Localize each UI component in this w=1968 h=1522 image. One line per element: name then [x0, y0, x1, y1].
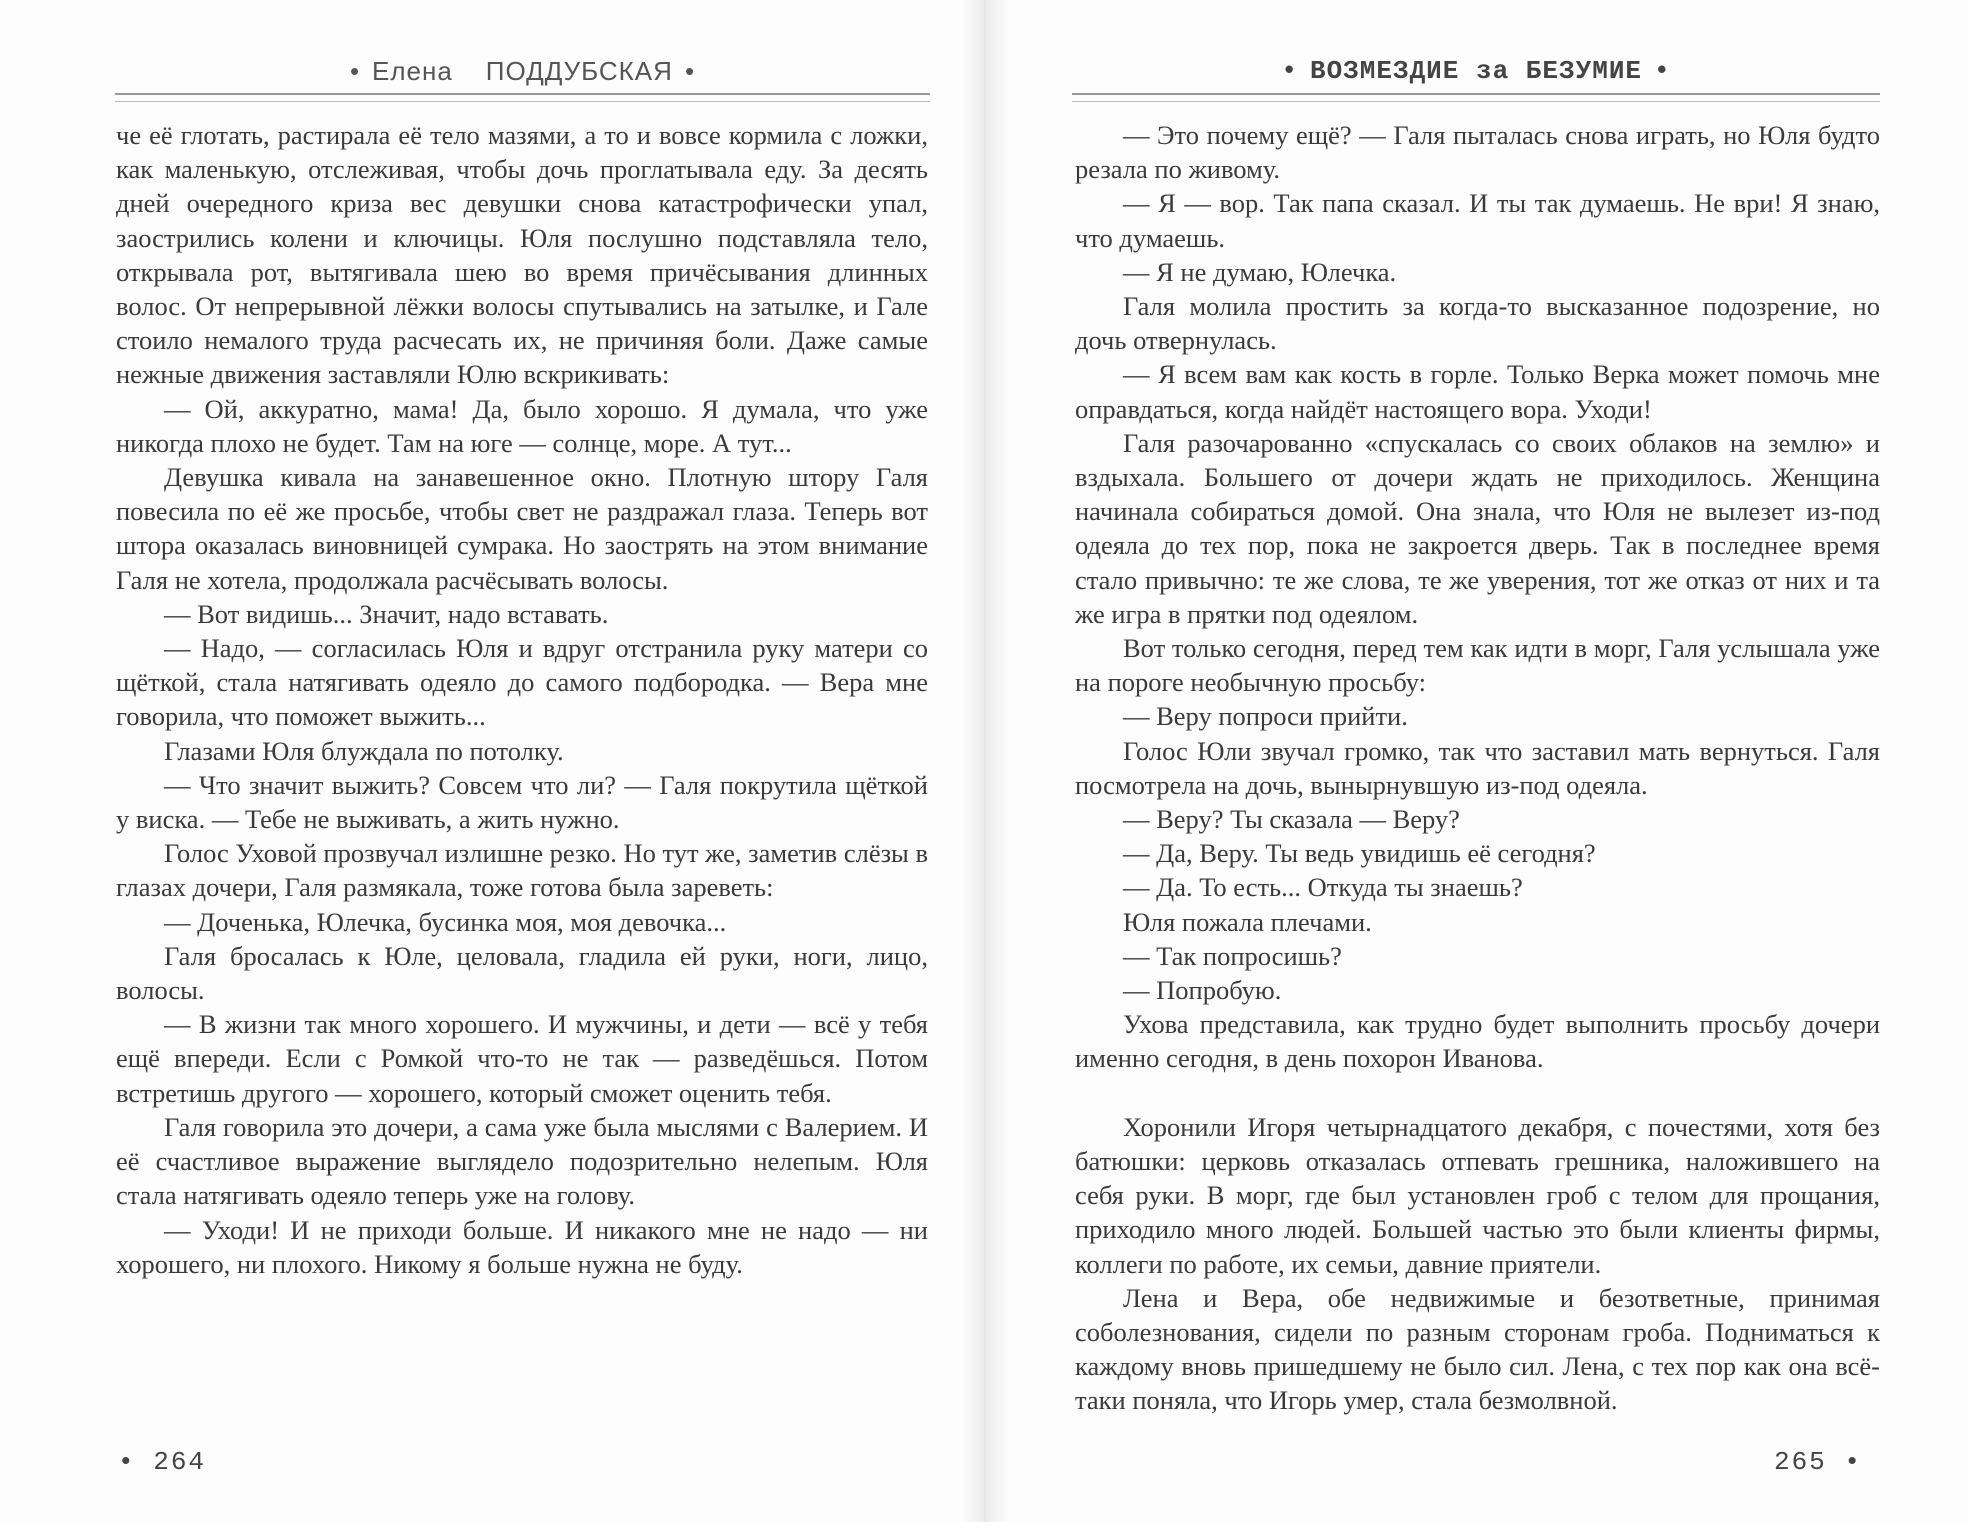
right-body-text	[1075, 118, 1880, 1418]
paragraph: Голос Уховой прозвучал излишне резко. Но тут же, заметив слёзы в глазах дочери, Галя размякала, тоже готова была зареветь:	[116, 838, 928, 903]
header-bullet: •	[1654, 56, 1671, 86]
paragraph: — Уходи! И не приходи больше. И никакого мне не надо — ни хорошего, ни плохого. Никому я больше нужна не буду.	[116, 1214, 928, 1279]
header-author-last: ПОДДУБСКАЯ	[485, 56, 673, 86]
paragraph: — Я не думаю, Юлечка.	[1123, 256, 1397, 287]
paragraph: Вот только сегодня, перед тем как идти в морг, Галя услышала уже на пороге необычную просьбу:	[1075, 633, 1880, 698]
left-body-text	[116, 118, 928, 1281]
paragraph: — Я всем вам как кость в горле. Только Верка может помочь мне оправдаться, когда найдёт настоящего вора. Уходи!	[1075, 359, 1880, 424]
paragraph: — Да. То есть... Откуда ты знаешь?	[1123, 872, 1523, 903]
right-page	[990, 0, 1968, 1522]
paragraph: Лена и Вера, обе недвижимые и безответные, принимая соболезнования, сидели по разным сторонам гроба. Подниматься к каждому вновь пришедшему не было сил. Лена, с тех пор как она всё-таки поняла, что Игорь умер, стала безмолвной.	[1075, 1282, 1880, 1416]
right-page-footer	[1774, 1447, 1862, 1477]
paragraph: Галя говорила это дочери, а сама уже была мыслями с Валерием. И её счастливое выражение выглядело подозрительно нелепым. Юля стала натягивать одеяло теперь уже на голову.	[116, 1111, 928, 1211]
left-page	[0, 0, 980, 1522]
paragraph: Глазами Юля блуждала по потолку.	[164, 735, 564, 766]
header-bullet: •	[684, 56, 696, 86]
paragraph: — Надо, — согласилась Юля и вдруг отстранила руку матери со щёткой, стала натягивать одеяло до самого подбородка. — Вера мне говорила, что поможет выжить...	[116, 633, 928, 732]
paragraph: — Веру попроси прийти.	[1123, 701, 1408, 732]
paragraph: — Доченька, Юлечка, бусинка моя, моя девочка...	[164, 906, 727, 937]
paragraph: — Это почему ещё? — Галя пыталась снова играть, но Юля будто резала по живому.	[1075, 120, 1880, 185]
header-bullet: •	[349, 56, 361, 86]
footer-bullet: •	[1844, 1447, 1862, 1477]
paragraph: Галя молила простить за когда-то высказанное подозрение, но дочь отвернулась.	[1075, 291, 1880, 356]
paragraph: Ухова представила, как трудно будет выполнить просьбу дочери именно сегодня, в день похорон Иванова.	[1075, 1009, 1880, 1074]
paragraph: Галя разочарованно «спускалась со своих облаков на землю» и вздыхала. Большего от дочери ждать не приходилось. Женщина начинала собираться домой. Она знала, что Юля не вылезет из-под одеяла до тех пор, пока не закроется дверь. Так в последнее время стало привычно: те же слова, те же уверения, тот же отказ от них и та же игра в прятки под одеялом.	[1075, 427, 1880, 629]
paragraph: Галя бросалась к Юле, целовала, гладила ей руки, ноги, лицо, волосы.	[116, 940, 928, 1006]
paragraph: — Да, Веру. Ты ведь увидишь её сегодня?	[1123, 838, 1596, 869]
paragraph: че её глотать, растирала её тело мазями, а то и вовсе кормила с ложки, как маленькую, отслеживая, чтобы дочь проглатывала еду. За десять дней очередного криза вес девушки снова катастрофически упал, заострились колени и ключицы. Юля послушно подставляла тело, открывала рот, вытягивала шею во время причёсывания длинных волос. От непрерывной лёжки волосы спутывались на затылке, и Гале стоило немалого труда расчесать их, не причиняя боли. Даже самые нежные движения заставляли Юлю вскрикивать:	[116, 120, 928, 390]
footer-bullet: •	[118, 1447, 136, 1477]
paragraph: — В жизни так много хорошего. И мужчины, и дети — всё у тебя ещё впереди. Если с Ромкой что-то не так — разведёшься. Потом встретишь другого — хорошего, который сможет оценить тебя.	[116, 1009, 928, 1108]
paragraph: Голос Юли звучал громко, так что заставил мать вернуться. Галя посмотрела на дочь, вынырнувшую из-под одеяла.	[1075, 735, 1880, 800]
paragraph: — Веру? Ты сказала — Веру?	[1123, 804, 1460, 835]
page-number: 264	[153, 1447, 207, 1477]
left-running-header	[115, 56, 930, 87]
header-rule	[1072, 93, 1880, 102]
page-number: 265	[1773, 1447, 1827, 1477]
paragraph: — Попробую.	[1123, 975, 1282, 1006]
header-bullet: •	[1281, 56, 1298, 86]
paragraph: Юля пожала плечами.	[1123, 906, 1372, 937]
header-rule	[115, 93, 930, 102]
right-running-header	[1072, 56, 1880, 86]
paragraph: Хоронили Игоря четырнадцатого декабря, с почестями, хотя без батюшки: церковь отказалась отпевать грешника, наложившего на себя руки. В морг, где был установлен гроб с телом для прощания, приходило много людей. Большей частью это были клиенты фирмы, коллеги по работе, их семьи, давние приятели.	[1075, 1111, 1880, 1279]
paragraph: — Так попросишь?	[1123, 940, 1342, 971]
section-break	[1075, 1076, 1880, 1110]
paragraph: — Ой, аккуратно, мама! Да, было хорошо. Я думала, что уже никогда плохо не будет. Там на юге — солнце, море. А тут...	[116, 393, 928, 458]
paragraph: — Я — вор. Так папа сказал. И ты так думаешь. Не ври! Я знаю, что думаешь.	[1075, 188, 1880, 253]
header-book-title: ВОЗМЕЗДИЕ за БЕЗУМИЕ	[1309, 56, 1643, 86]
header-author-first: Елена	[372, 56, 453, 86]
paragraph: — Вот видишь... Значит, надо вставать.	[164, 598, 609, 629]
paragraph: Девушка кивала на занавешенное окно. Плотную штору Галя повесила по её же просьбе, чтобы свет не раздражал глаза. Теперь вот штора оказалась виновницей сумрака. Но заострять на этом внимание Галя не хотела, продолжала расчёсывать волосы.	[116, 462, 928, 595]
paragraph: — Что значит выжить? Совсем что ли? — Галя покрутила щёткой у виска. — Тебе не выживать, а жить нужно.	[116, 769, 928, 835]
left-page-footer	[118, 1447, 206, 1477]
